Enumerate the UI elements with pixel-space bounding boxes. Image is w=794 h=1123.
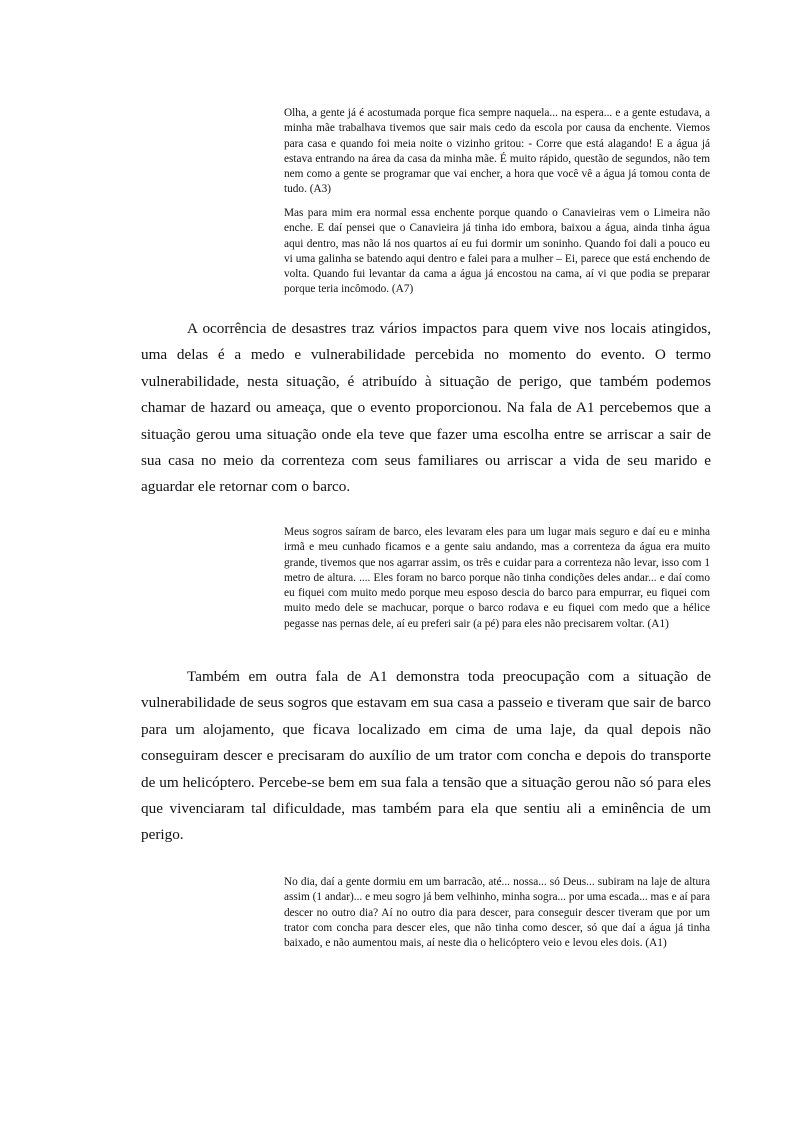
body-paragraph: A ocorrência de desastres traz vários impactos para quem vive nos locais atingidos, uma delas é a medo e vulnerabilidade percebida no momento do evento. O termo vulnerabilidade, nesta situação, é atribuído à situação de perigo, que também podemos chamar de hazard ou ameaça, que o evento proporcionou. Na fala de A1 percebemos que a situação gerou uma situação onde ela teve que fazer uma escolha entre se arriscar a sair de sua casa no meio da correnteza com seus familiares ou arriscar a vida de seu marido e aguardar ele retornar com o barco. — [141, 320, 711, 496]
block-quote-a7: Mas para mim era normal essa enchente porque quando o Canavieiras vem o Limeira não enche. E daí pensei que o Canavieira já tinha ido embora, baixou a água, ainda tinha água aqui dentro, mas não lá nos quartos aí eu fui dormir um soninho. Quando foi dali a pouco eu vi uma galinha se batendo aqui dentro e falei para a mulher – Ei, parece que está enchendo de volta. Quando fui levantar da cama a água já encostou na cama, aí vi que podia se preparar porque teria incômodo. (A7) — [284, 207, 710, 296]
block-quote-a3: Olha, a gente já é acostumada porque fica sempre naquela... na espera... e a gente estudava, a minha mãe trabalhava tivemos que sair mais cedo da escola por causa da enchente. Viemos para casa e quando foi meia noite o vizinho gritou: - Corre que está alagando! E a água já estava entrando na área da casa da minha mãe. É muito rápido, questão de segundos, não tem nem como a gente se programar que vai encher, a hora que você vê a água já tomou conta de tudo. (A3) — [284, 107, 710, 196]
block-quote-a1-boat: Meus sogros saíram de barco, eles levaram eles para um lugar mais seguro e daí eu e minha irmã e meu cunhado ficamos e a gente saiu andando, mas a correnteza da água era muito grande, tivemos que nos agarrar assim, os três e cuidar para a correnteza não levar, isso com 1 metro de altura. .... Eles foram no barco porque não tinha condições deles andar... e daí como eu fiquei com muito medo porque meu esposo descia do barco para empurrar, eu fiquei com muito medo dele se machucar, porque o barco rodava e eu fiquei com medo que a hélice pegasse nas pernas dele, aí eu preferi sair (a pé) para eles não precisarem voltar. (A1) — [284, 526, 710, 630]
body-paragraph: Também em outra fala de A1 demonstra toda preocupação com a situação de vulnerabilidade de seus sogros que estavam em sua casa a passeio e tiveram que sair de barco para um alojamento, que ficava localizado em cima de uma laje, da qual depois não conseguiram descer e precisaram do auxílio de um trator com concha e depois do transporte de um helicóptero. Percebe-se bem em sua fala a tensão que a situação gerou não só para eles que vivenciaram tal dificuldade, mas também para ela que sentiu ali a eminência de um perigo. — [141, 668, 711, 844]
block-quote-a1-helicopter: No dia, daí a gente dormiu em um barracão, até... nossa... só Deus... subiram na laje de altura assim (1 andar)... e meu sogro já bem velhinho, minha sogra... por uma escada... mas e aí para descer no outro dia? Aí no outro dia para descer, para conseguir descer tiveram que por um trator com concha para descer eles, que não tinha como descer, só que daí a água já tinha baixado, e não aumentou mais, aí neste dia o helicóptero veio e levou eles dois. (A1) — [284, 876, 710, 950]
